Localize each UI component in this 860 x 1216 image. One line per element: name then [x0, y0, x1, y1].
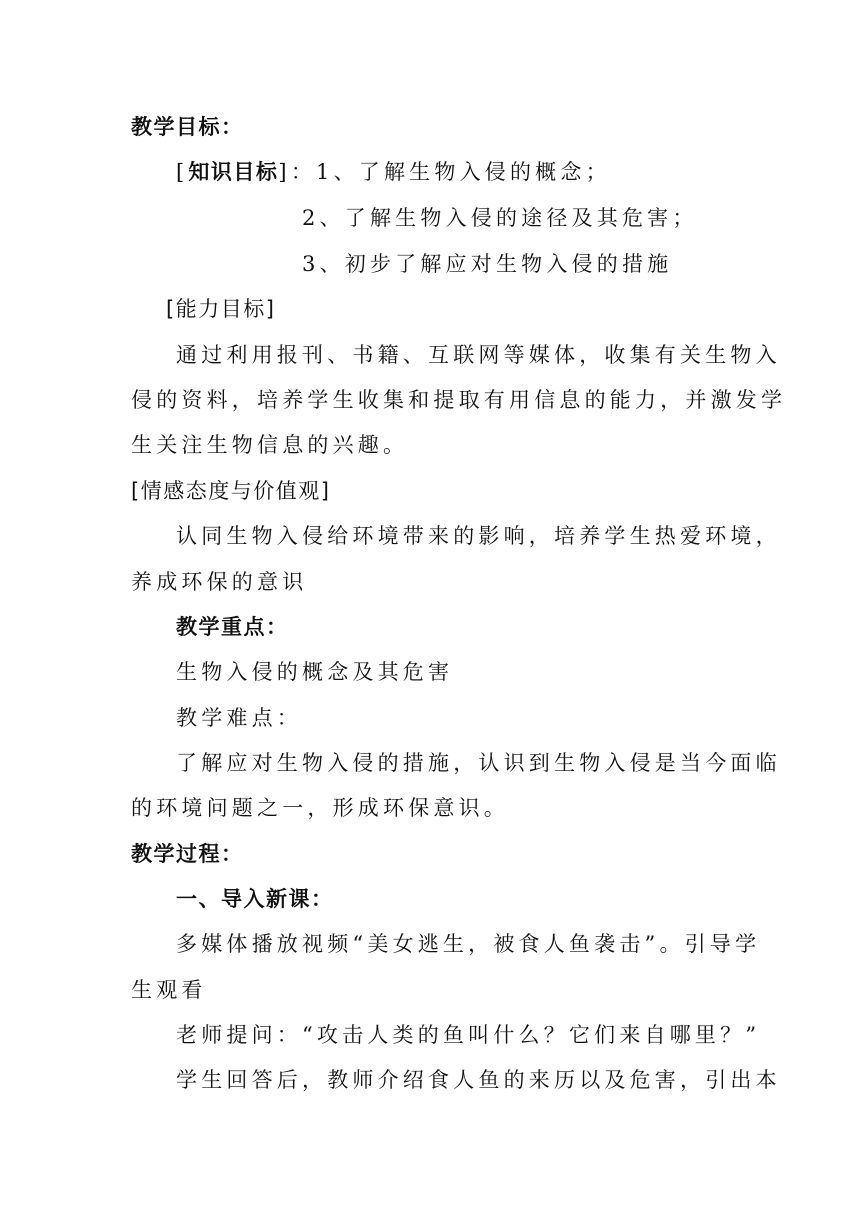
- section-1-heading: 一、导入新课：: [176, 887, 334, 911]
- knowledge-objective-label: 知识目标: [188, 160, 279, 184]
- ability-objective-label: [能力目标]: [166, 297, 276, 321]
- ability-text-line-3: 生关注生物信息的兴趣。: [131, 433, 409, 457]
- knowledge-objective-line: [176, 157, 611, 187]
- heading-teaching-process: 教学过程：: [131, 842, 244, 866]
- ability-text-line-2: 侵的资料，培养学生收集和提取有用信息的能力，并激发学: [131, 388, 787, 412]
- process-paragraph-2: 老师提问：“攻击人类的鱼叫什么？它们来自哪里？”: [176, 1023, 761, 1047]
- emotion-text-line-1: 认同生物入侵给环境带来的影响，培养学生热爱环境，: [176, 524, 781, 548]
- process-paragraph-1-line-1: 多媒体播放视频“美女逃生，被食人鱼袭击”。引导学: [176, 932, 761, 956]
- emotion-text-line-2: 养成环保的意识: [131, 570, 308, 594]
- process-paragraph-3: 学生回答后，教师介绍食人鱼的来历以及危害，引出本: [176, 1068, 781, 1092]
- key-point-text: 生物入侵的概念及其危害: [176, 660, 454, 684]
- process-paragraph-1-line-2: 生观看: [131, 978, 207, 1002]
- heading-teaching-objectives: 教学目标：: [131, 115, 244, 139]
- difficulty-text-line-1: 了解应对生物入侵的措施，认识到生物入侵是当今面临: [176, 751, 781, 775]
- emotion-objective-label: [情感态度与价值观]: [131, 479, 331, 503]
- difficulty-text-line-2: 的环境问题之一，形成环保意识。: [131, 796, 509, 820]
- ability-text-line-1: 通过利用报刊、书籍、互联网等媒体，收集有关生物入: [176, 343, 781, 367]
- knowledge-item-2: 2、了解生物入侵的途径及其危害；: [302, 206, 698, 230]
- key-point-label: 教学重点：: [176, 615, 289, 639]
- knowledge-item-1: ：1、了解生物入侵的概念；: [290, 160, 611, 184]
- bracket-open: [: [176, 160, 189, 184]
- knowledge-item-3: 3、初步了解应对生物入侵的措施: [302, 252, 673, 276]
- bracket-close: ]: [278, 160, 291, 184]
- difficulty-label: 教学难点：: [176, 706, 302, 730]
